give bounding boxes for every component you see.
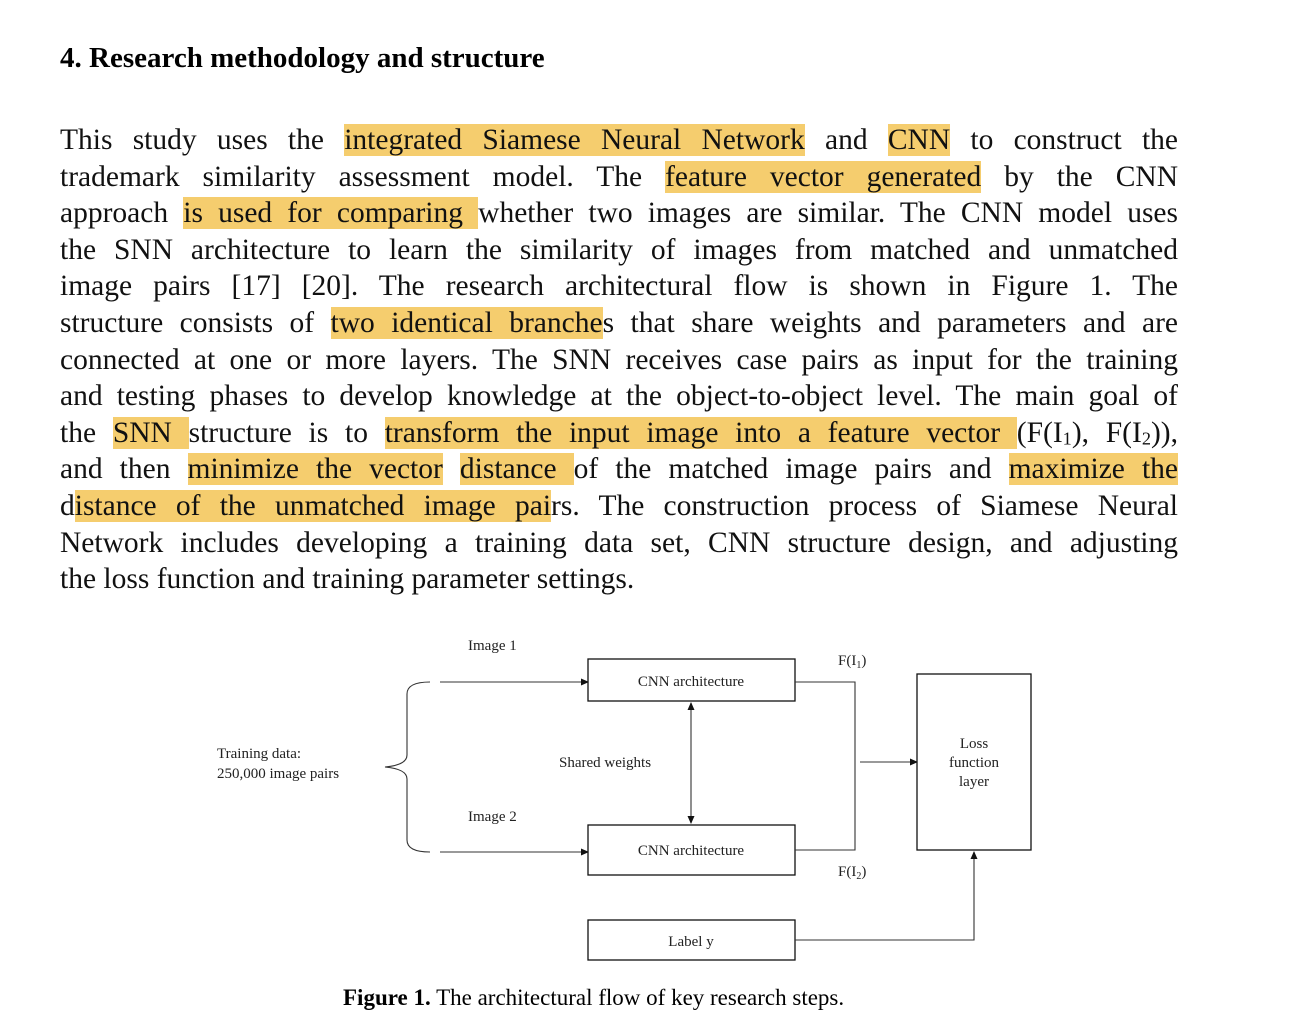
text-segment: whether two images are similar. The CNN model uses (478, 197, 1178, 230)
input-brace (385, 682, 430, 852)
text-segment: of the matched image pairs and (573, 453, 1009, 486)
cnn-top-label: CNN architecture (637, 674, 745, 690)
text-segment: and testing phases to develop knowledge at the object-to-object level. The main goal of (60, 380, 1178, 413)
text-segment: connected at one or more layers. The SNN receives case pairs as input for the training (60, 343, 1178, 376)
highlighted-text: is used for comparing (183, 197, 479, 230)
training-data-label: Training data: (217, 746, 302, 762)
text-segment: Network includes developing a training data set, CNN structure design, and adjusting (60, 526, 1178, 559)
training-data-count: 250,000 image pairs (217, 766, 340, 782)
cnn-bottom-label: CNN architecture (637, 843, 745, 859)
highlighted-text: integrated Siamese Neural Network (344, 124, 805, 156)
text-segment: and (804, 124, 888, 156)
text-segment: structure is to (188, 416, 385, 449)
text-segment: (F(I (1016, 416, 1063, 449)
highlighted-text: CNN (887, 124, 951, 156)
text-segment: approach (60, 197, 184, 230)
text-segment: trademark similarity assessment model. The (60, 160, 666, 193)
loss-label-1: Loss (959, 736, 989, 752)
image2-label: Image 2 (468, 809, 517, 825)
text-segment: to construct the (950, 124, 1179, 156)
text-segment: d (60, 489, 75, 522)
subscript: 1 (1062, 428, 1072, 449)
text-segment: the SNN architecture to learn the similarity of images from matched and unmatched (60, 233, 1178, 266)
subscript: 2 (1141, 428, 1151, 449)
text-segment: by the CNN (981, 160, 1178, 193)
text-segment: rs. The construction process of Siamese Neural (551, 489, 1178, 522)
loss-label-3: layer (959, 774, 989, 790)
f1-connector (795, 682, 855, 760)
text-segment: structure consists of (60, 306, 331, 339)
highlighted-text: istance of the unmatched image pai (74, 489, 552, 522)
label-y-arrow (795, 852, 974, 940)
text-segment: and then (60, 453, 188, 486)
label-y-text: Label y (668, 934, 714, 950)
shared-weights-label: Shared weights (559, 755, 652, 771)
highlighted-text: feature vector generated (665, 160, 982, 193)
image1-label: Image 1 (468, 638, 517, 654)
f2-label: $F(I_2)$ (838, 864, 867, 882)
highlighted-text: SNN (112, 416, 189, 449)
highlighted-text: transform the input image into a feature vector (384, 416, 1017, 449)
caption-text: The architectural flow of key research steps. (430, 985, 845, 1010)
highlighted-text: minimize the vector (187, 453, 443, 486)
text-segment: This study uses the (60, 124, 345, 156)
highlighted-text: maximize the (1008, 453, 1178, 486)
text-segment: )), (1150, 416, 1178, 449)
f1-label: $F(I_1)$ (838, 653, 867, 671)
highlighted-text: two identical branche (330, 306, 603, 339)
text-segment: the (60, 416, 113, 449)
text-segment: ), F(I (1071, 416, 1142, 449)
loss-label-2: function (949, 755, 999, 771)
highlighted-text: distance (459, 453, 574, 486)
caption-prefix: Figure 1. (343, 985, 431, 1010)
text-segment: the loss function and training parameter settings. (60, 563, 635, 596)
figure-caption (343, 985, 844, 1011)
section-title: 4. Research methodology and structure (60, 42, 545, 74)
f2-connector (795, 760, 855, 850)
text-segment: s that share weights and parameters and are (602, 306, 1178, 339)
text-segment: image pairs [17] [20]. The research architectural flow is shown in Figure 1. The (60, 270, 1178, 303)
